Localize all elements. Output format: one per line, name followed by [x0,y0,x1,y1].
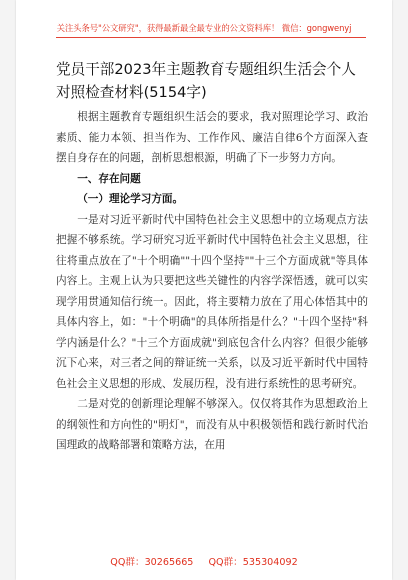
header-rule [56,37,366,38]
body-paragraph: 一是对习近平新时代中国特色社会主义思想中的立场观点方法把握不够系统。学习研究习近平新时代中国特色社会主义思想，往往将重点放在了"十个明确""十四个坚持""十三个方面成就"等具体内容上。主观上认为只要把这些关键性的内容学深悟透，就可以实现学用贯通知信行统一。因此，将主要精力放在了用心体悟其中的具体内容上，如："十个明确"的具体所指是什么？"十四个坚持"科学内涵是什么？"十三个方面成就"到底包含什么内容？但很少能够沉下心来，对三者之间的辩证统一关系，以及习近平新时代中国特色社会主义思想的形成、发展历程，没有进行系统性的思考研究。 [56,213,368,390]
qq-group-1: QQ群：30265665 [110,557,194,568]
document-title: 党员干部2023年主题教育专题组织生活会个人对照检查材料(5154字) [56,61,356,101]
intro-paragraph: 根据主题教育专题组织生活会的要求，我对照理论学习、政治素质、能力本领、担当作为、工作作风、廉洁自律6个方面深入查摆自身存在的问题，剖析思想根源，明确了下一步努力方向。 [56,111,368,164]
footer-contact [16,554,392,568]
subsection-heading: （一）理论学习方面。 [77,193,184,205]
section-heading: 一、存在问题 [77,172,141,185]
body-paragraph: 二是对党的创新理论理解不够深入。仅仅将其作为思想政治上的纲领性和方向性的"明灯"，而没有从中积极领悟和践行新时代治国理政的战略部署和策略方法，在用 [56,398,368,451]
document-body [56,107,368,456]
header-banner: 关注头条号"公文研究"，获得最新最全最专业的公文资料库！ 微信：gongwenyj [56,23,352,33]
document-page [16,0,392,580]
qq-group-2: QQ群：535304092 [208,557,298,568]
